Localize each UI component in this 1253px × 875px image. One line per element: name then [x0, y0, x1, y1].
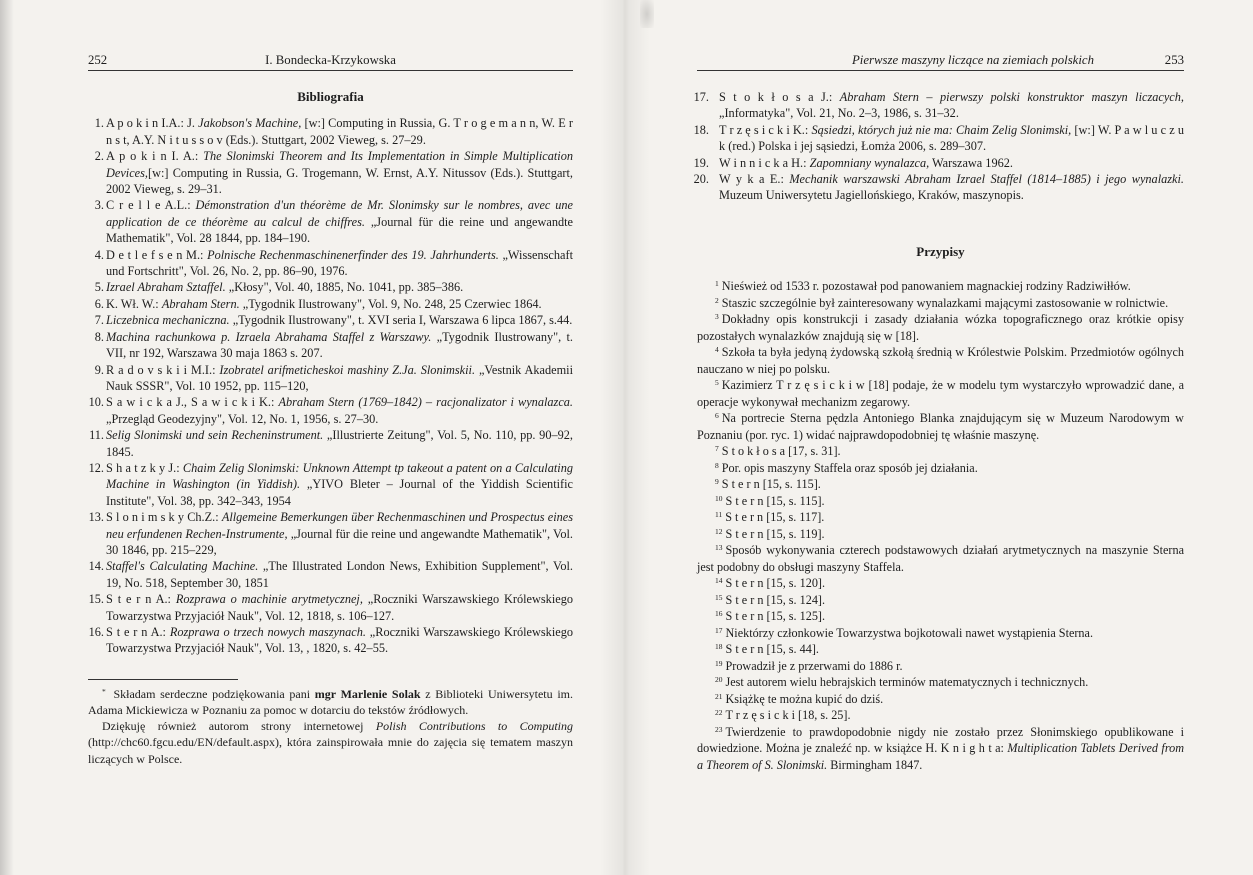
note-number: 19: [715, 658, 723, 668]
entry-number: 15.: [88, 592, 104, 607]
note-number: 2: [715, 295, 719, 305]
note-number: 6: [715, 411, 719, 421]
entry-source: „Przegląd Geodezyjny", Vol. 12, No. 1, 1956, s. 27–30.: [106, 411, 379, 426]
entry-title: Sąsiedzi, których już nie ma: Chaim Zelig Slonimski,: [811, 122, 1072, 137]
entry-title: Abraham Stern.: [161, 296, 240, 311]
note-number: 21: [715, 691, 723, 701]
page-edge-shadow: [0, 0, 14, 875]
note-text: S t e r n [15, s. 115].: [725, 493, 825, 508]
entry-title: Staffel's Calculating Machine.: [106, 559, 259, 574]
note-number: 7: [715, 444, 719, 454]
note-text: Niektórzy członkowie Towarzystwa bojkotowali nawet wystąpienia Sterna.: [725, 625, 1093, 640]
entry-source: „Tygodnik Ilustrowany", t. XVI seria I, Warszawa 6 lipca 1867, s.44.: [229, 313, 573, 328]
entry-source: „The Illustrated London News, Exhibition Supplement", Vol. 19, No. 518, September 30, 1851: [106, 559, 573, 590]
note-text: S t e r n [15, s. 125].: [725, 609, 826, 624]
note-item: [697, 707, 1184, 724]
entry-number: 2.: [94, 149, 104, 164]
note-text: Kazimierz T r z ę s i c k i w [18] podaje, że w modelu tym wystarczyło wprowadzić dane, a operacje wykonywał mechanizm zegarowy.: [697, 378, 1184, 409]
running-header: Pierwsze maszyny liczące na ziemiach polskich: [851, 53, 1094, 67]
bibliography-entry: [693, 122, 1184, 155]
note-item: [697, 278, 1184, 295]
note-item: [697, 493, 1184, 510]
note-number: 9: [715, 477, 719, 487]
note-text: Na portrecie Sterna pędzla Antoniego Blanka znajdującym się w Muzeum Narodowym w Poznaniu (por. ryc. 1) widać najprawdopodobniej tę właśnie maszynę.: [697, 411, 1184, 442]
bibliography-list-continued: [693, 89, 1184, 204]
note-item: [697, 460, 1184, 477]
note-number: 17: [715, 625, 723, 635]
note-number: 11: [715, 510, 723, 520]
entry-source: „Informatyka", Vol. 21, No. 2–3, 1986, s. 31–32.: [719, 106, 959, 121]
bibliography-entry: [88, 115, 573, 148]
right-page-header: [697, 50, 1184, 71]
entry-source: „Journal für die reine und angewandte Mathematik", Vol. 28 1844, pp. 184–190.: [106, 214, 573, 246]
entry-number: 19.: [693, 155, 709, 170]
note-text: S t e r n [15, s. 120].: [725, 576, 826, 591]
bibliography-entry: [693, 171, 1184, 204]
page-number: 253: [1164, 53, 1184, 67]
entry-author: S t e r n A.:: [106, 625, 170, 639]
note-number: 18: [715, 642, 723, 652]
entry-source: Warszawa 1962.: [929, 155, 1013, 170]
entry-title: Izrael Abraham Sztaffel.: [106, 280, 226, 295]
note-number: 1: [715, 279, 719, 289]
bibliography-entry: [88, 247, 573, 280]
entry-source: „Vestnik Akademii Nauk SSSR", Vol. 10 1952, pp. 115–120,: [106, 362, 573, 393]
entry-title: The Slonimski Theorem and Its Implementation in Simple Multiplication Devices,: [106, 149, 574, 180]
note-text: S t e r n [15, s. 119].: [725, 526, 825, 541]
entry-title: Selig Slonimski und sein Recheninstrument.: [106, 428, 324, 443]
entry-number: 16.: [88, 625, 104, 639]
note-item: [697, 311, 1184, 344]
note-text: S t e r n [15, s. 115].: [721, 477, 821, 492]
bibliography-entry: [88, 394, 573, 427]
entry-number: 8.: [94, 329, 104, 344]
entry-title: Liczebnica mechaniczna.: [106, 313, 230, 328]
entry-number: 17.: [693, 90, 709, 104]
entry-number: 9.: [94, 362, 104, 377]
entry-source: „Roczniki Warszawskiego Królewskiego Towarzystwa Przyjaciół Nauk", Vol. 13, , 1820, s. 42–55.: [106, 625, 573, 656]
right-page: [693, 50, 1184, 773]
entry-number: 4.: [94, 247, 104, 262]
bibliography-entry: [88, 197, 573, 246]
note-item: [697, 608, 1184, 625]
left-page: [88, 50, 573, 767]
note-item: [697, 344, 1184, 377]
note-text: Prowadził je z przerwami do 1886 r.: [725, 658, 903, 673]
note-item: [697, 658, 1184, 675]
note-number: 13: [715, 543, 723, 553]
note-text: S t e r n [15, s. 117].: [725, 510, 825, 525]
entry-title: Izobratel arifmeticheskoi mashiny Z.Ja. Slonimskii.: [219, 362, 476, 377]
entry-title: Rozprawa o machinie arytmetycznej,: [175, 592, 363, 607]
note-text: Staszic szczególnie był zainteresowany wynalazkami mającymi zastosowanie w rolnictwie.: [721, 295, 1169, 310]
note-text: Szkoła ta była jedyną żydowską szkołą średnią w Królestwie Polskim. Przedmiotów ogólnych nauczano w niej po polsku.: [697, 345, 1184, 376]
entry-author: S h a t z k y J.:: [106, 460, 183, 475]
note-text: Por. opis maszyny Staffela oraz sposób jej działania.: [721, 460, 978, 475]
entry-number: 3.: [94, 198, 104, 213]
note-number: 5: [715, 378, 719, 388]
bibliography-list: [88, 115, 573, 656]
entry-author: R a d o v s k i i M.I.:: [106, 362, 220, 377]
note-item: [697, 509, 1184, 526]
note-number: 15: [715, 592, 723, 602]
entry-source: „Wissenschaft und Fortschritt", Vol. 26, No. 2, pp. 86–90, 1976.: [106, 247, 573, 279]
note-number: 20: [715, 675, 723, 685]
note-text: Jest autorem wielu hebrajskich terminów matematycznych i technicznych.: [725, 675, 1089, 690]
bibliography-entry: [88, 558, 573, 591]
notes-heading: Przypisy: [916, 243, 965, 259]
entry-number: 6.: [94, 296, 104, 311]
bibliography-entry: [88, 591, 573, 624]
entry-source: „Tygodnik Ilustrowany", Vol. 9, No. 248, 25 Czerwiec 1864.: [239, 296, 542, 311]
entry-source: [w:] Computing in Russia, G. Trogemann, W. Ernst, A.Y. Nitussov (Eds.). Stuttgart, 2002 Vieweg, s. 29–31.: [106, 165, 573, 197]
entry-title: Chaim Zelig Slonimski: Unknown Attempt tp takeout a patent on a Calculating Machine in Washington (in Yiddish).: [106, 460, 573, 492]
entry-title: Allgemeine Bemerkungen über Rechenmaschinen und Prospectus eines neu erfundenen Rechen-Instrumente,: [106, 510, 573, 541]
entry-number: 13.: [88, 510, 104, 525]
note-number: 16: [715, 609, 723, 619]
note-item: [697, 443, 1184, 460]
bibliography-entry: [693, 155, 1184, 171]
entry-author: W i n n i c k a H.:: [719, 155, 810, 170]
note-number: 8: [715, 460, 719, 470]
bibliography-entry: [88, 329, 573, 362]
entry-source: „YIVO Bleter – Journal of the Yiddish Scientific Institute", Vol. 38, pp. 342–343, 1954: [106, 477, 573, 508]
bibliography-entry: [693, 89, 1184, 122]
entry-source: „Roczniki Warszawskiego Królewskiego Towarzystwa Przyjaciół Nauk", Vol. 12, 1818, s. 106–127.: [106, 592, 573, 623]
entry-author: D e t l e f s e n M.:: [106, 247, 208, 262]
note-text: S t o k ł o s a [17, s. 31].: [721, 444, 841, 459]
bibliography-entry: [88, 279, 573, 295]
note-number: 10: [715, 493, 723, 503]
notes-list: [697, 278, 1184, 724]
note-item: [697, 641, 1184, 658]
entry-author: T r z ę s i c k i K.:: [719, 122, 812, 137]
entry-title: Polnische Rechenmaschinenerfinder des 19. Jahrhunderts.: [207, 247, 499, 262]
note-item: [697, 625, 1184, 642]
entry-author: A p o k i n I.A.: J.: [106, 116, 199, 131]
entry-source: „Journal für die reine und angewandte Mathematik", Vol. 30 1846, pp. 215–229,: [106, 526, 573, 557]
note-item: [697, 542, 1184, 575]
entry-author: A p o k i n I. A.:: [106, 149, 204, 164]
entry-title: Mechanik warszawski Abraham Izrael Staffel (1814–1885) i jego wynalazki.: [789, 172, 1184, 187]
entry-title: Abraham Stern – pierwszy polski konstruktor maszyn liczacych,: [839, 90, 1184, 104]
left-page-header: [88, 50, 573, 71]
note-item: [697, 691, 1184, 708]
note-number: 22: [715, 708, 723, 718]
entry-number: 7.: [94, 313, 104, 328]
note-text: S t e r n [15, s. 124].: [725, 592, 826, 607]
note-item: [697, 592, 1184, 609]
note-text: Nieśwież od 1533 r. pozostawał pod panowaniem magnackiej rodziny Radziwiłłów.: [721, 279, 1131, 294]
bibliography-entry: [88, 296, 573, 312]
entry-author: S t o k ł o s a J.:: [719, 90, 840, 104]
note-number: 3: [715, 312, 719, 322]
note-number: 12: [715, 526, 723, 536]
note-number: 4: [715, 345, 719, 355]
note-item: [697, 377, 1184, 410]
bibliography-entry: [88, 312, 573, 328]
entry-author: K. Wł. W.:: [106, 296, 162, 311]
notes-last: [697, 724, 1184, 774]
entry-title: Abraham Stern (1769–1842) – racjonalizator i wynalazca.: [278, 395, 573, 410]
note-item: [697, 410, 1184, 443]
entry-source: „Kłosy", Vol. 40, 1885, No. 1041, pp. 385–386.: [225, 280, 464, 295]
running-header: I. Bondecka-Krzykowska: [265, 53, 396, 67]
footnote-acknowledgement: * Składam serdeczne podziękowania pani mgr Marlenie Solak z Biblioteki Uniwersytetu im. Adama Mickiewicza w Poznaniu za pomoc w dotarciu do tekstów źródłowych.: [88, 686, 573, 718]
note-text: S t e r n [15, s. 44].: [725, 642, 819, 657]
entry-author: S l o n i m s k y Ch.Z.:: [106, 510, 222, 525]
entry-source: [w:] W. P a w l u c z u k (red.) Polska i jej sąsiedzi, Łomża 2006, s. 289–307.: [719, 122, 1184, 154]
entry-author: C r e l l e A.L.:: [106, 198, 196, 213]
entry-title: Rozprawa o trzech nowych maszynach.: [169, 625, 366, 639]
entry-title: Zapomniany wynalazca,: [809, 155, 930, 170]
entry-author: W y k a E.:: [719, 172, 790, 187]
scan-smudge: [640, 0, 654, 28]
note-item: [697, 575, 1184, 592]
footnote-separator: [88, 679, 238, 680]
footnote-thanks: Dziękuję również autorom strony internetowej Polish Contributions to Computing (http://chc60.fgcu.edu/EN/default.aspx), która zainspirowała mnie do zajęcia się tematem maszyn liczących w Polsce.: [88, 719, 573, 766]
entry-number: 10.: [88, 395, 104, 410]
entry-number: 20.: [693, 172, 709, 187]
note-text: Sposób wykonywania czterech podstawowych działań arytmetycznych na maszynie Sterna jest podobny do obsługi maszyny Staffela.: [697, 543, 1184, 574]
entry-title: Démonstration d'un théorème de Mr. Slonimsky sur le nombres, avec une application de ce théorème au calcul de chiffres.: [106, 198, 574, 229]
bibliography-entry: [88, 148, 573, 197]
entry-author: S a w i c k a J., S a w i c k i K.:: [106, 395, 279, 410]
note-number: 14: [715, 576, 723, 586]
note-item: $^{23}$ Twierdzenie to prawdopodobnie nigdy nie zostało przez Słonimskiego opublikowane i dowiedzione. Można je znaleźć np. w książce H. K n i g h t a: Multiplication Tablets Derived from a Theorem of S. Slonimski. Birmingham 1847.: [697, 724, 1184, 772]
entry-source: Muzeum Uniwersytetu Jagiellońskiego, Kraków, maszynopis.: [719, 188, 1024, 203]
bibliography-entry: [88, 427, 573, 460]
entry-number: 14.: [88, 559, 104, 574]
note-item: [697, 526, 1184, 543]
book-gutter: [600, 0, 650, 875]
entry-author: S t e r n A.:: [106, 592, 176, 607]
note-text: Książkę te można kupić do dziś.: [725, 691, 884, 706]
entry-title: Machina rachunkowa p. Izraela Abrahama Staffel z Warszawy.: [106, 329, 432, 344]
note-item: [697, 295, 1184, 312]
bibliography-entry: [88, 362, 573, 395]
entry-source: „Tygodnik Ilustrowany", t. VII, nr 192, Warszawa 30 maja 1863 s. 207.: [106, 329, 574, 361]
entry-number: 12.: [88, 460, 104, 475]
entry-number: 1.: [94, 116, 104, 131]
page-number: 252: [88, 53, 108, 67]
entry-source: [w:] Computing in Russia, G. T r o g e m a n n, W. E r n s t, A.Y. N i t u s s o v (Eds.). Stuttgart, 2002 Vieweg, s. 27–29.: [106, 116, 573, 147]
entry-number: 11.: [89, 428, 104, 443]
note-text: T r z ę s i c k i [18, s. 25].: [725, 708, 851, 723]
bibliography-entry: [88, 460, 573, 509]
entry-source: „Illustrierte Zeitung", Vol. 5, No. 110, pp. 90–92, 1845.: [106, 428, 573, 459]
bibliography-heading: Bibliografia: [297, 89, 364, 104]
bibliography-entry: [88, 509, 573, 558]
note-item: [697, 476, 1184, 493]
entry-number: 5.: [94, 280, 104, 295]
entry-number: 18.: [693, 122, 709, 137]
note-item: [697, 674, 1184, 691]
bibliography-entry: [88, 624, 573, 657]
note-text: Dokładny opis konstrukcji i zasady działania wózka topograficznego oraz krótkie opisy pozostałych wynalazków znajdują się w [18].: [697, 312, 1184, 343]
entry-title: Jakobson's Machine,: [198, 116, 302, 131]
